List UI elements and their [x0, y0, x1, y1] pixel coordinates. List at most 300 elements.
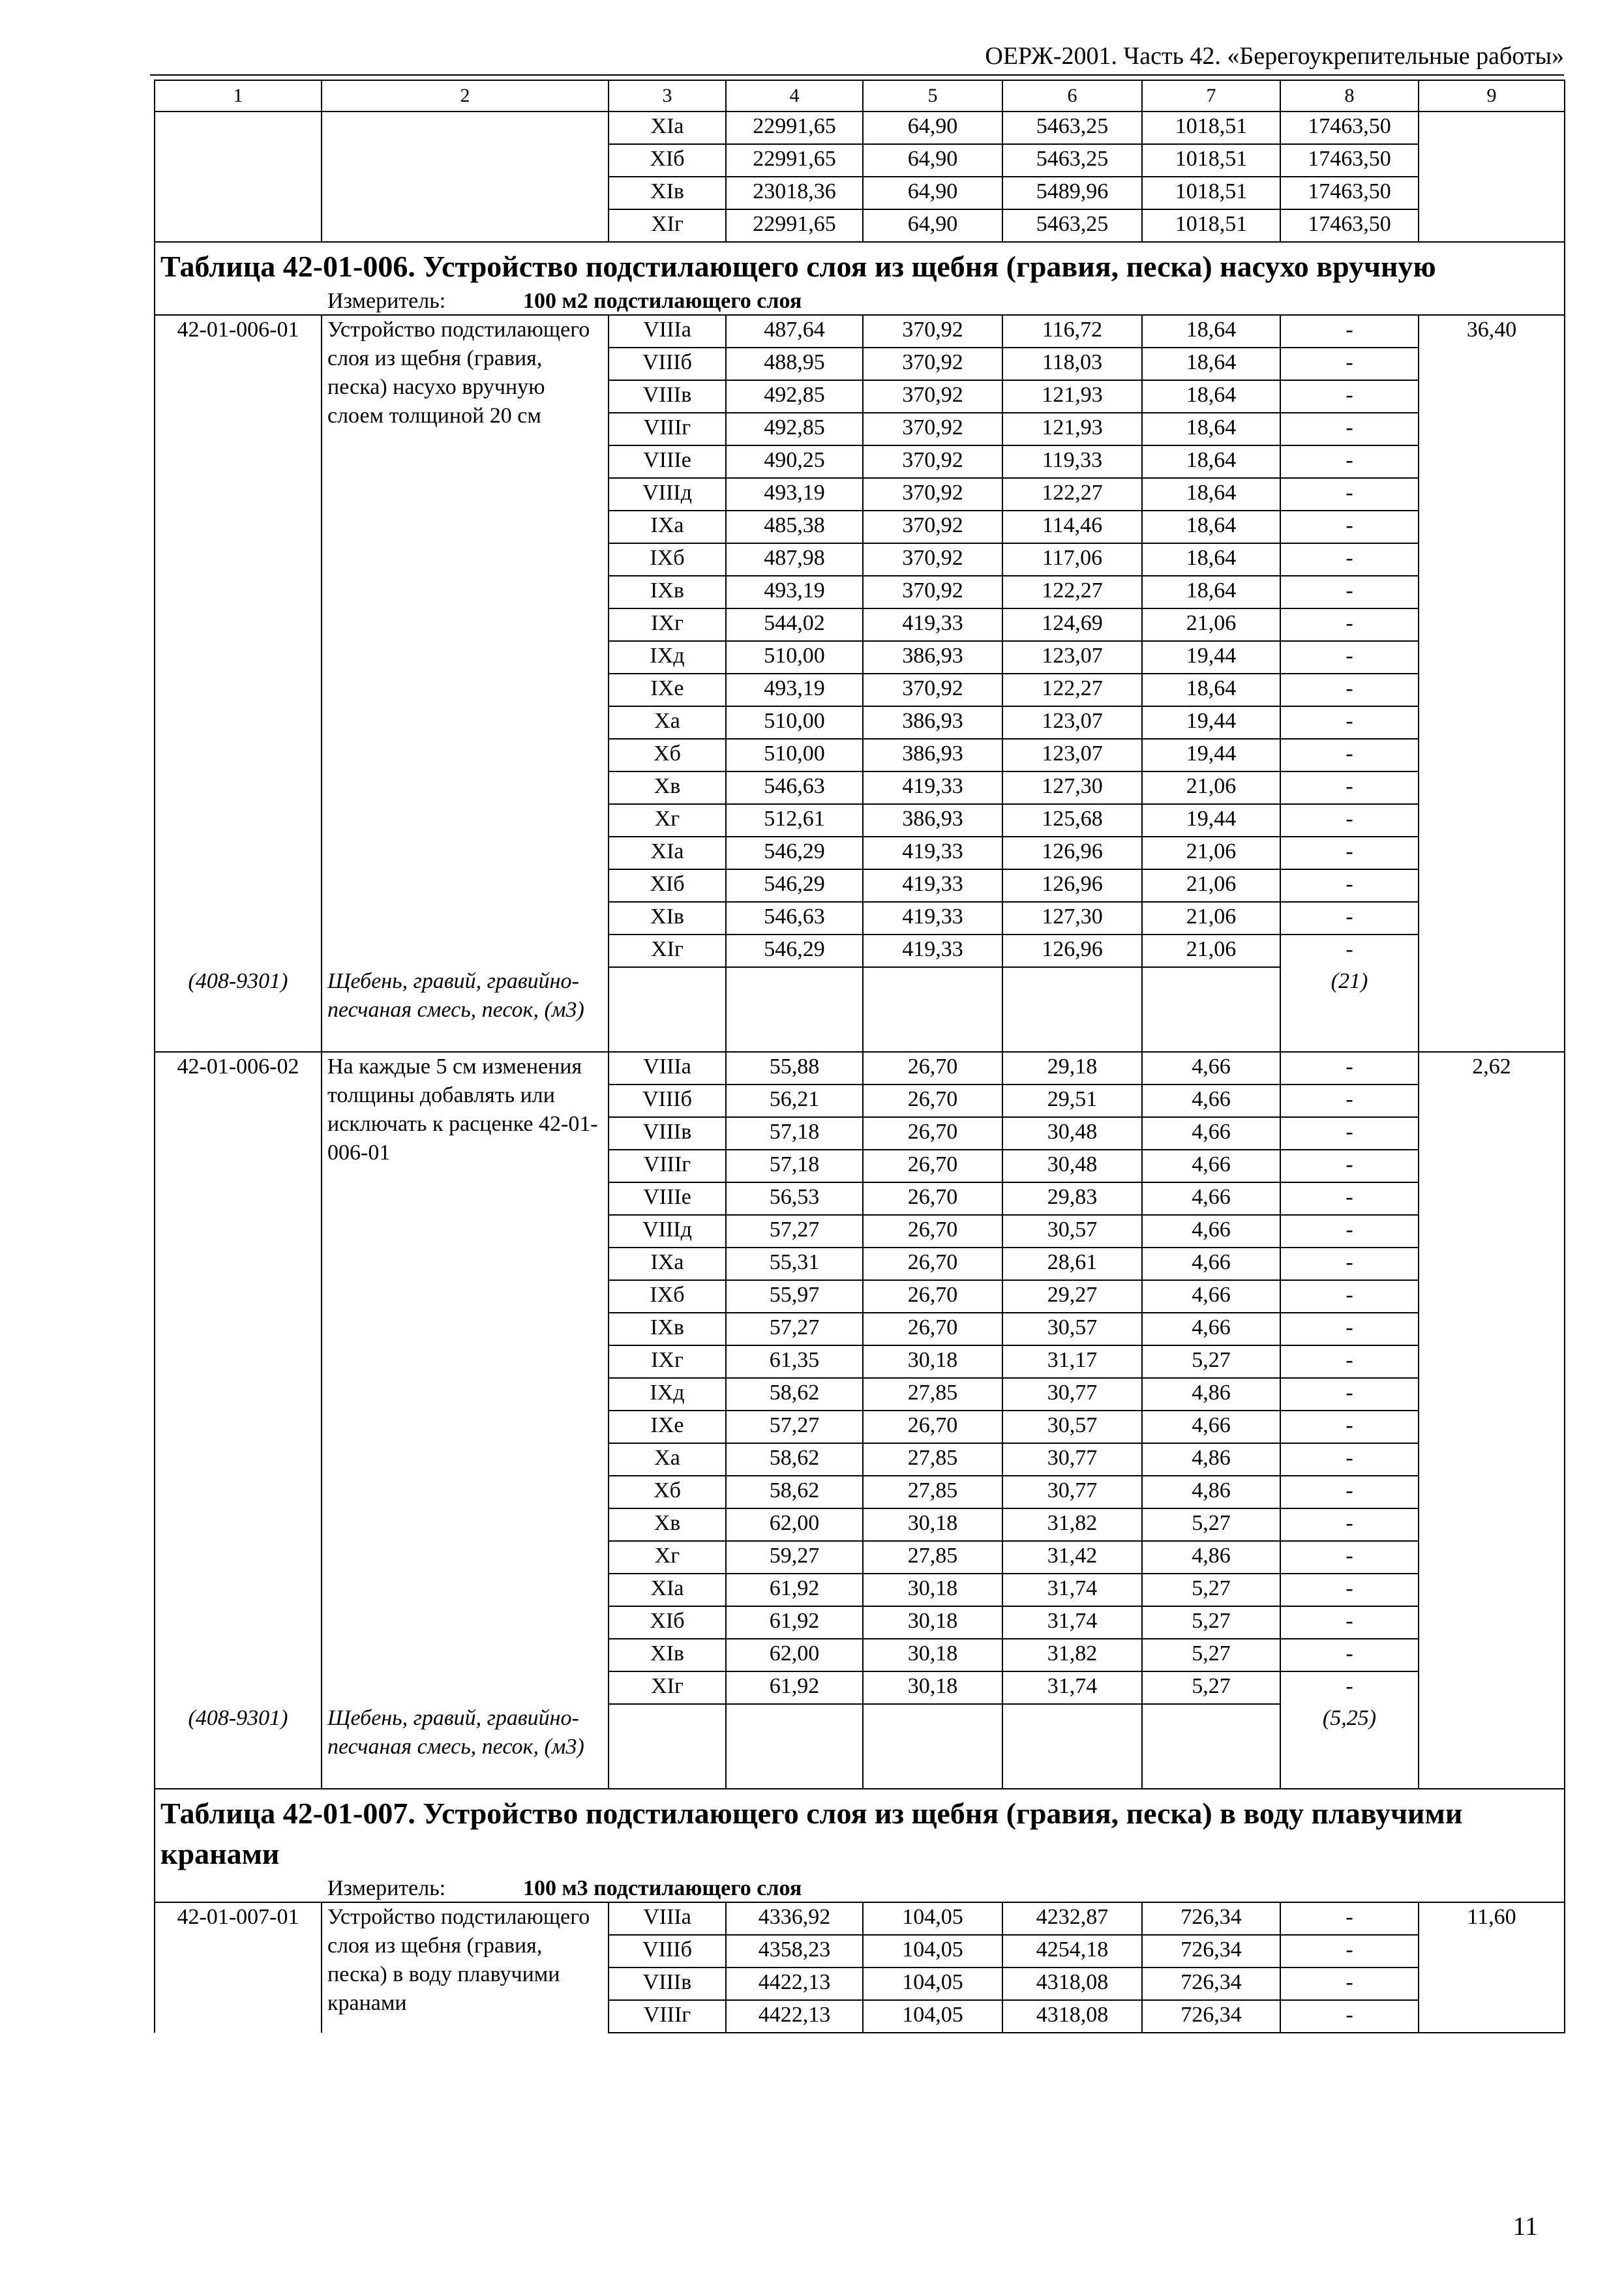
value-cell: 493,19	[726, 478, 863, 511]
value-cell: -	[1280, 1280, 1419, 1313]
value-cell: 126,96	[1002, 837, 1142, 869]
value-cell: 726,34	[1142, 1902, 1280, 1935]
code-cell	[155, 112, 322, 242]
value-cell: 4,86	[1142, 1476, 1280, 1508]
value-cell: -	[1280, 1085, 1419, 1117]
value-cell: 30,77	[1002, 1476, 1142, 1508]
value-cell: -	[1280, 1150, 1419, 1182]
value-cell: 17463,50	[1280, 177, 1419, 209]
value-cell: IXa	[609, 1248, 726, 1280]
value-cell: 4,66	[1142, 1052, 1280, 1085]
value-cell: 370,92	[863, 380, 1002, 413]
value-cell: 510,00	[726, 739, 863, 771]
empty-cell	[1142, 967, 1280, 1052]
value-cell: 370,92	[863, 478, 1002, 511]
rate-description: Устройство подстилающего слоя из щебня (гравия, песка) насухо вручную слоем толщиной 20 см	[322, 315, 609, 967]
value-cell: 31,82	[1002, 1639, 1142, 1671]
value-cell: 30,18	[863, 1606, 1002, 1639]
value-cell: 546,63	[726, 771, 863, 804]
value-cell: 30,48	[1002, 1150, 1142, 1182]
value-cell: 58,62	[726, 1443, 863, 1476]
table-title-row	[155, 1789, 1565, 1902]
value-cell: 55,31	[726, 1248, 863, 1280]
value-cell: 419,33	[863, 837, 1002, 869]
value-cell: 21,06	[1142, 935, 1280, 967]
value-cell: 116,72	[1002, 315, 1142, 348]
value-cell: 5,27	[1142, 1606, 1280, 1639]
material-quantity: (21)	[1280, 967, 1419, 1052]
empty-cell	[609, 1704, 726, 1789]
value-cell: 487,98	[726, 543, 863, 576]
value-cell: 19,44	[1142, 641, 1280, 674]
value-cell: 370,92	[863, 413, 1002, 445]
value-cell: 492,85	[726, 413, 863, 445]
value-cell: -	[1280, 413, 1419, 445]
value-cell: VIIIе	[609, 445, 726, 478]
value-cell: 58,62	[726, 1378, 863, 1411]
value-cell: -	[1280, 1052, 1419, 1085]
value-cell: 493,19	[726, 576, 863, 608]
value-cell: -	[1280, 608, 1419, 641]
value-cell: XIв	[609, 177, 726, 209]
value-cell: -	[1280, 1411, 1419, 1443]
value-cell: 546,29	[726, 869, 863, 902]
value-cell: IXб	[609, 1280, 726, 1313]
value-cell: -	[1280, 1902, 1419, 1935]
empty-cell	[726, 1704, 863, 1789]
value-cell: -	[1280, 315, 1419, 348]
value-cell: IXг	[609, 1345, 726, 1378]
value-cell: 18,64	[1142, 478, 1280, 511]
value-cell: 5,27	[1142, 1345, 1280, 1378]
value-cell: IXб	[609, 543, 726, 576]
rate-code: 42-01-006-01	[155, 315, 322, 967]
value-cell: 370,92	[863, 543, 1002, 576]
value-cell: 30,18	[863, 1574, 1002, 1606]
column-number: 8	[1280, 80, 1419, 112]
value-cell: 59,27	[726, 1541, 863, 1574]
value-cell: IXе	[609, 674, 726, 706]
value-cell: -	[1280, 1574, 1419, 1606]
value-cell: VIIIд	[609, 1215, 726, 1248]
value-cell: 512,61	[726, 804, 863, 837]
value-cell: -	[1280, 837, 1419, 869]
value-cell: 26,70	[863, 1150, 1002, 1182]
measure-label: Измеритель:	[327, 289, 446, 313]
value-cell: -	[1280, 935, 1419, 967]
value-cell: 57,27	[726, 1215, 863, 1248]
value-cell: 26,70	[863, 1411, 1002, 1443]
measure-value: 100 м3 подстилающего слоя	[523, 1876, 802, 1900]
value-cell: 510,00	[726, 641, 863, 674]
value-cell: 485,38	[726, 511, 863, 543]
value-cell: Xг	[609, 1541, 726, 1574]
value-cell: 30,18	[863, 1639, 1002, 1671]
value-cell: -	[1280, 445, 1419, 478]
column-number: 7	[1142, 80, 1280, 112]
table-title-cell	[155, 242, 1565, 315]
col9-value: 11,60	[1419, 1902, 1565, 2033]
norms-table	[154, 80, 1565, 2033]
value-cell: 21,06	[1142, 869, 1280, 902]
value-cell: IXв	[609, 1313, 726, 1345]
value-cell: 30,18	[863, 1345, 1002, 1378]
value-cell: 22991,65	[726, 144, 863, 177]
value-cell: IXе	[609, 1411, 726, 1443]
value-cell: 122,27	[1002, 674, 1142, 706]
value-cell: -	[1280, 1182, 1419, 1215]
value-cell: 31,74	[1002, 1574, 1142, 1606]
value-cell: 4,66	[1142, 1248, 1280, 1280]
value-cell: XIб	[609, 1606, 726, 1639]
value-cell: -	[1280, 543, 1419, 576]
value-cell: 30,57	[1002, 1411, 1142, 1443]
value-cell: 22991,65	[726, 209, 863, 242]
measure-value: 100 м2 подстилающего слоя	[523, 289, 802, 313]
value-cell: IXв	[609, 576, 726, 608]
value-cell: 61,92	[726, 1606, 863, 1639]
value-cell: 29,51	[1002, 1085, 1142, 1117]
value-cell: 5463,25	[1002, 144, 1142, 177]
value-cell: 21,06	[1142, 902, 1280, 935]
value-cell: 122,27	[1002, 576, 1142, 608]
value-cell: 4,86	[1142, 1443, 1280, 1476]
value-cell: 386,93	[863, 706, 1002, 739]
value-cell: 17463,50	[1280, 112, 1419, 144]
measure-line	[160, 1876, 1559, 1902]
value-cell: 104,05	[863, 1967, 1002, 2000]
value-cell: 55,88	[726, 1052, 863, 1085]
value-cell: 125,68	[1002, 804, 1142, 837]
value-cell: 19,44	[1142, 804, 1280, 837]
empty-cell	[726, 967, 863, 1052]
value-cell: IXa	[609, 511, 726, 543]
value-cell: 5463,25	[1002, 209, 1142, 242]
value-cell: 17463,50	[1280, 144, 1419, 177]
table-row	[155, 1052, 1565, 1085]
value-cell: 370,92	[863, 674, 1002, 706]
value-cell: VIIIa	[609, 1052, 726, 1085]
value-cell: 488,95	[726, 348, 863, 380]
table-row	[155, 112, 1565, 144]
value-cell: 18,64	[1142, 511, 1280, 543]
value-cell: 18,64	[1142, 380, 1280, 413]
value-cell: 18,64	[1142, 445, 1280, 478]
rate-description: На каждые 5 см изменения толщины добавлять или исключать к расценке 42-01-006-01	[322, 1052, 609, 1704]
value-cell: VIIIв	[609, 380, 726, 413]
value-cell: 4,86	[1142, 1541, 1280, 1574]
value-cell: -	[1280, 1606, 1419, 1639]
value-cell: VIIIa	[609, 315, 726, 348]
value-cell: 124,69	[1002, 608, 1142, 641]
value-cell: 726,34	[1142, 2000, 1280, 2033]
value-cell: -	[1280, 1476, 1419, 1508]
value-cell: 4232,87	[1002, 1902, 1142, 1935]
table-title: Таблица 42-01-007. Устройство подстилающего слоя из щебня (гравия, песка) в воду плавучими кранами	[160, 1797, 1463, 1870]
value-cell: 61,92	[726, 1574, 863, 1606]
value-cell: 26,70	[863, 1313, 1002, 1345]
value-cell: -	[1280, 1671, 1419, 1704]
value-cell: -	[1280, 771, 1419, 804]
value-cell: 104,05	[863, 1935, 1002, 1967]
table-row	[155, 1902, 1565, 1935]
value-cell: 386,93	[863, 804, 1002, 837]
value-cell: Xв	[609, 771, 726, 804]
value-cell: XIг	[609, 209, 726, 242]
column-number: 2	[322, 80, 609, 112]
value-cell: 419,33	[863, 771, 1002, 804]
value-cell: XIб	[609, 144, 726, 177]
value-cell: 4,66	[1142, 1117, 1280, 1150]
value-cell: -	[1280, 2000, 1419, 2033]
column-number: 5	[863, 80, 1002, 112]
value-cell: -	[1280, 1248, 1419, 1280]
value-cell: 31,82	[1002, 1508, 1142, 1541]
empty-cell	[1002, 967, 1142, 1052]
value-cell: XIa	[609, 112, 726, 144]
value-cell: 118,03	[1002, 348, 1142, 380]
value-cell: 18,64	[1142, 315, 1280, 348]
material-row	[155, 1704, 1565, 1789]
value-cell: XIг	[609, 1671, 726, 1704]
value-cell: 123,07	[1002, 706, 1142, 739]
value-cell: 26,70	[863, 1215, 1002, 1248]
value-cell: 126,96	[1002, 869, 1142, 902]
value-cell: 123,07	[1002, 641, 1142, 674]
value-cell: VIIIг	[609, 413, 726, 445]
value-cell: VIIIв	[609, 1117, 726, 1150]
value-cell: 64,90	[863, 209, 1002, 242]
value-cell: VIIIб	[609, 348, 726, 380]
rate-code: 42-01-007-01	[155, 1902, 322, 2033]
value-cell: 386,93	[863, 739, 1002, 771]
value-cell: 419,33	[863, 869, 1002, 902]
value-cell: 27,85	[863, 1476, 1002, 1508]
value-cell: 26,70	[863, 1052, 1002, 1085]
empty-cell	[609, 967, 726, 1052]
value-cell: -	[1280, 706, 1419, 739]
value-cell: 1018,51	[1142, 144, 1280, 177]
value-cell: 26,70	[863, 1280, 1002, 1313]
value-cell: 21,06	[1142, 608, 1280, 641]
value-cell: -	[1280, 1508, 1419, 1541]
value-cell: 4318,08	[1002, 1967, 1142, 2000]
value-cell: -	[1280, 1639, 1419, 1671]
value-cell: 56,53	[726, 1182, 863, 1215]
value-cell: 18,64	[1142, 348, 1280, 380]
material-code: (408-9301)	[155, 967, 322, 1052]
value-cell: 26,70	[863, 1182, 1002, 1215]
rate-description: Устройство подстилающего слоя из щебня (гравия, песка) в воду плавучими кранами	[322, 1902, 609, 2033]
value-cell: 487,64	[726, 315, 863, 348]
value-cell: 21,06	[1142, 837, 1280, 869]
value-cell: 18,64	[1142, 576, 1280, 608]
value-cell: 4,66	[1142, 1280, 1280, 1313]
value-cell: XIв	[609, 1639, 726, 1671]
value-cell: -	[1280, 739, 1419, 771]
column-number: 9	[1419, 80, 1565, 112]
col9-value: 2,62	[1419, 1052, 1565, 1789]
table-title: Таблица 42-01-006. Устройство подстилающего слоя из щебня (гравия, песка) насухо вручную	[160, 250, 1436, 283]
value-cell: VIIIб	[609, 1935, 726, 1967]
value-cell: 490,25	[726, 445, 863, 478]
column-number: 6	[1002, 80, 1142, 112]
value-cell: 27,85	[863, 1378, 1002, 1411]
value-cell: 1018,51	[1142, 112, 1280, 144]
value-cell: 126,96	[1002, 935, 1142, 967]
value-cell: VIIIе	[609, 1182, 726, 1215]
value-cell: IXг	[609, 608, 726, 641]
table-title-cell	[155, 1789, 1565, 1902]
measure-line	[160, 288, 1559, 314]
value-cell: 117,06	[1002, 543, 1142, 576]
value-cell: -	[1280, 1967, 1419, 2000]
table-row	[155, 315, 1565, 348]
running-title: ОЕРЖ-2001. Часть 42. «Берегоукрепительные работы»	[985, 42, 1564, 70]
empty-cell	[1142, 1704, 1280, 1789]
value-cell: 104,05	[863, 1902, 1002, 1935]
value-cell: 726,34	[1142, 1935, 1280, 1967]
column-number-row	[155, 80, 1565, 112]
value-cell: 18,64	[1142, 674, 1280, 706]
value-cell: 492,85	[726, 380, 863, 413]
value-cell: -	[1280, 641, 1419, 674]
value-cell: 27,85	[863, 1443, 1002, 1476]
value-cell: -	[1280, 348, 1419, 380]
value-cell: Xв	[609, 1508, 726, 1541]
value-cell: 127,30	[1002, 771, 1142, 804]
value-cell: 127,30	[1002, 902, 1142, 935]
value-cell: 121,93	[1002, 413, 1142, 445]
value-cell: 4254,18	[1002, 1935, 1142, 1967]
measure-label: Измеритель:	[327, 1876, 446, 1900]
value-cell: 55,97	[726, 1280, 863, 1313]
value-cell: 61,92	[726, 1671, 863, 1704]
value-cell: Xa	[609, 706, 726, 739]
empty-cell	[863, 1704, 1002, 1789]
value-cell: 64,90	[863, 112, 1002, 144]
value-cell: 26,70	[863, 1248, 1002, 1280]
value-cell: 419,33	[863, 935, 1002, 967]
value-cell: 4,66	[1142, 1411, 1280, 1443]
empty-cell	[863, 967, 1002, 1052]
value-cell: -	[1280, 1443, 1419, 1476]
value-cell: -	[1280, 1215, 1419, 1248]
value-cell: 58,62	[726, 1476, 863, 1508]
value-cell: 29,18	[1002, 1052, 1142, 1085]
value-cell: 22991,65	[726, 112, 863, 144]
value-cell: 29,27	[1002, 1280, 1142, 1313]
value-cell: 370,92	[863, 315, 1002, 348]
value-cell: 546,29	[726, 837, 863, 869]
value-cell: 23018,36	[726, 177, 863, 209]
value-cell: 27,85	[863, 1541, 1002, 1574]
column-number: 1	[155, 80, 322, 112]
value-cell: 57,27	[726, 1313, 863, 1345]
value-cell: 4318,08	[1002, 2000, 1142, 2033]
value-cell: 4,66	[1142, 1085, 1280, 1117]
value-cell: -	[1280, 1378, 1419, 1411]
value-cell: -	[1280, 576, 1419, 608]
value-cell: 57,18	[726, 1150, 863, 1182]
value-cell: 546,29	[726, 935, 863, 967]
value-cell: -	[1280, 869, 1419, 902]
value-cell: 30,77	[1002, 1443, 1142, 1476]
value-cell: IXд	[609, 641, 726, 674]
value-cell: XIб	[609, 869, 726, 902]
value-cell: 30,57	[1002, 1215, 1142, 1248]
value-cell: 57,27	[726, 1411, 863, 1443]
value-cell: VIIIб	[609, 1085, 726, 1117]
value-cell: 64,90	[863, 177, 1002, 209]
value-cell: 30,77	[1002, 1378, 1142, 1411]
value-cell: 19,44	[1142, 739, 1280, 771]
value-cell: -	[1280, 674, 1419, 706]
table-title-row	[155, 242, 1565, 315]
value-cell: 4,66	[1142, 1150, 1280, 1182]
value-cell: 544,02	[726, 608, 863, 641]
value-cell: 419,33	[863, 608, 1002, 641]
value-cell: 21,06	[1142, 771, 1280, 804]
value-cell: 1018,51	[1142, 209, 1280, 242]
value-cell: 370,92	[863, 348, 1002, 380]
value-cell: 4,66	[1142, 1182, 1280, 1215]
value-cell: 30,48	[1002, 1117, 1142, 1150]
value-cell: 493,19	[726, 674, 863, 706]
value-cell: 4,86	[1142, 1378, 1280, 1411]
value-cell: 386,93	[863, 641, 1002, 674]
material-quantity: (5,25)	[1280, 1704, 1419, 1789]
value-cell: -	[1280, 1117, 1419, 1150]
material-name: Щебень, гравий, гравийно-песчаная смесь, песок, (м3)	[322, 1704, 609, 1789]
value-cell: -	[1280, 478, 1419, 511]
value-cell: 726,34	[1142, 1967, 1280, 2000]
value-cell: 64,90	[863, 144, 1002, 177]
value-cell: VIIIд	[609, 478, 726, 511]
value-cell: 62,00	[726, 1639, 863, 1671]
value-cell: 30,18	[863, 1508, 1002, 1541]
value-cell: 28,61	[1002, 1248, 1142, 1280]
value-cell: 5,27	[1142, 1574, 1280, 1606]
value-cell: -	[1280, 1935, 1419, 1967]
value-cell: 30,57	[1002, 1313, 1142, 1345]
running-header	[150, 38, 1564, 76]
value-cell: 370,92	[863, 445, 1002, 478]
value-cell: 510,00	[726, 706, 863, 739]
value-cell: 114,46	[1002, 511, 1142, 543]
rate-code: 42-01-006-02	[155, 1052, 322, 1704]
value-cell: 4422,13	[726, 2000, 863, 2033]
value-cell: 122,27	[1002, 478, 1142, 511]
value-cell: 4336,92	[726, 1902, 863, 1935]
value-cell: VIIIa	[609, 1902, 726, 1935]
value-cell: 104,05	[863, 2000, 1002, 2033]
value-cell: 26,70	[863, 1117, 1002, 1150]
column-number: 4	[726, 80, 863, 112]
value-cell: VIIIв	[609, 1967, 726, 2000]
value-cell: 62,00	[726, 1508, 863, 1541]
value-cell: 5489,96	[1002, 177, 1142, 209]
value-cell: -	[1280, 1313, 1419, 1345]
value-cell: 61,35	[726, 1345, 863, 1378]
value-cell: -	[1280, 902, 1419, 935]
col9-cell	[1419, 112, 1565, 242]
value-cell: 119,33	[1002, 445, 1142, 478]
value-cell: 5,27	[1142, 1508, 1280, 1541]
value-cell: 4,66	[1142, 1215, 1280, 1248]
value-cell: Xa	[609, 1443, 726, 1476]
value-cell: VIIIг	[609, 1150, 726, 1182]
